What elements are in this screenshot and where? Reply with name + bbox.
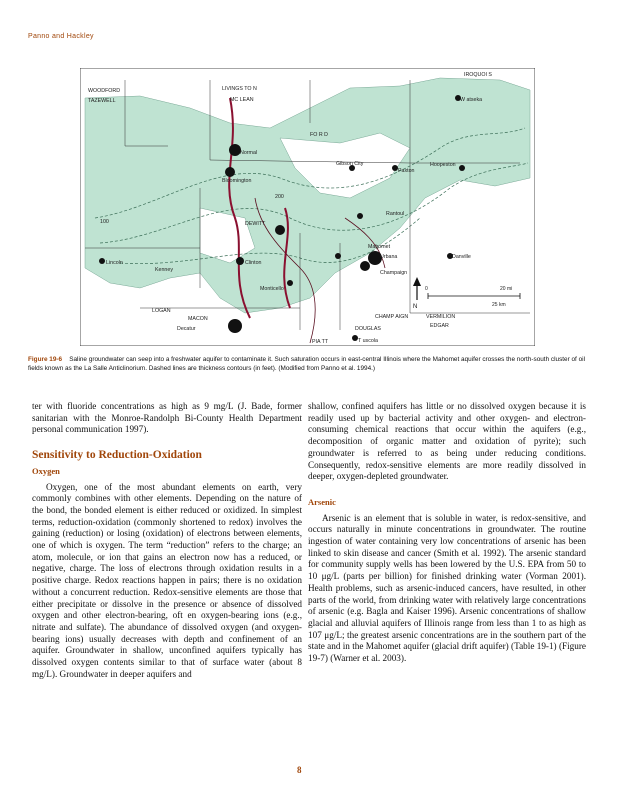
label-monticello: Monticello: [260, 286, 284, 292]
label-mahomet: Mahomet: [368, 244, 391, 250]
contour-label: 200: [275, 194, 284, 200]
label-mclean: MC LEAN: [230, 97, 254, 103]
label-vermilion: VERMILION: [426, 314, 456, 320]
arsenic-paragraph: Arsenic is an element that is soluble in water, is redox-sensitive, and occurs naturally in minute concentrations in groundwater. The routine ingestion of water containing very low concentrations of arsenic has been linked to skin disease and cancer (Smith et al. 1992). The arsenic standard for community supply wells has been lowered by the U.S. EPA from 50 to 10 μg/L (parts per billion) for finished drinking water (Vorman 2001). Health problems, such as arsenic-induced cancers, have resulted, in other parts of the world, from drinking water with relatively large concentrations of arsenic (e.g. Bagla and Kaiser 1996). Arsenic concentrations of shallow glacial and alluvial aquifers of Illinois range from less than 1 to as high as 107 μg/L; the greatest arsenic concentrations are in the southern part of the state and in the Mahomet aquifer (glacial drift aquifer) (Table 19-1) (Figure 19-7) (Warner et al. 2003).: [308, 512, 586, 664]
label-paxton: Paxton: [398, 168, 415, 174]
label-bloomington: Bloomington: [222, 178, 252, 184]
oxygen-paragraph: Oxygen, one of the most abundant elements on earth, very commonly combines with other elements. Depending on the nature of the bond, the bonded element is either reduced or oxidized. In simplest terms, reduction-oxidation (commonly shortened to redox) involves the gaining (reduction) or losing (oxidation) of electrons between elements, one of which is oxygen. The term “reduction” refers to the charge; an atom, molecule, or ion that gains an electron now has a reduced, or negative, charge. The loss of electrons through oxidation results in a positive charge. Redox reactions happen in pairs; there is no oxidation without a concurrent reduction. Redox-sensitive elements are those that either precipitate or dissolve in the presence or absence of dissolved oxygen and other electron-bearing, oft en oxygen-bearing ions (e.g., nitrate and sulfate). The abundance of dissolved oxygen (and oxygen-bearing ions) usually decreases with depth and confinement of an aquifer. Groundwater in shallow, unconfined aquifers typically has dissolved oxygen contents similar to that of surface water (about 8 mg/L). Groundwater in deeper aquifers and: [32, 481, 302, 679]
label-douglas: DOUGLAS: [355, 326, 381, 332]
label-livingston: LIVINGS TO N: [222, 86, 257, 92]
label-clinton: Clinton: [245, 260, 262, 266]
label-tazewell: TAZEWELL: [88, 98, 116, 104]
label-dewitt: DEWITT: [245, 221, 266, 227]
continued-paragraph-right: shallow, confined aquifers has little or no dissolved oxygen because it is readily used up by bacterial activity and other oxygen- and electron-consuming chemical reactions that occur within the aquifers (e.g., decomposition of organic matter and oxidation of pyrite); such groundwater is referred to as being under reducing conditions. Consequently, redox-sensitive elements are more readily dissolved in deeper, oxygen-depleted groundwater.: [308, 401, 586, 482]
north-label: N: [413, 304, 418, 310]
label-urbana: Urbana: [380, 254, 398, 260]
label-kenney: Kenney: [155, 267, 173, 273]
figure-label: Figure 19-6: [28, 356, 63, 363]
label-iroquois: IROQUOI S: [464, 72, 492, 78]
label-danville: Danville: [452, 254, 471, 260]
label-watseka: W atseka: [460, 97, 483, 103]
label-normal: Normal: [240, 150, 258, 156]
label-decatur: Decatur: [177, 326, 196, 332]
label-rantoul: Rantoul: [386, 211, 405, 217]
label-hoopeston: Hoopeston: [430, 162, 456, 168]
left-column: [32, 401, 302, 680]
label-woodford: WOODFORD: [88, 88, 121, 94]
label-champaign-county: CHAMP AIGN: [375, 314, 409, 320]
figure-caption: [28, 356, 588, 373]
label-tuscola: T uscola: [358, 338, 378, 344]
page-number: 8: [297, 765, 302, 775]
running-header: Panno and Hackley: [28, 33, 94, 40]
label-ford: FO R D: [310, 132, 328, 138]
subheading-arsenic: Arsenic: [308, 496, 336, 507]
scale-miles: 20 mi: [500, 286, 513, 292]
contour-label: 100: [100, 219, 109, 225]
label-logan: LOGAN: [152, 308, 171, 314]
right-column: [308, 401, 586, 665]
label-champaign: Champaign: [380, 270, 408, 276]
scale-zero: 0: [425, 286, 428, 292]
label-piatt: PIA TT: [312, 339, 329, 345]
figure-caption-text: Saline groundwater can seep into a freshwater aquifer to contaminate it. Such saturation occurs in east-central Illinois where the Mahomet aquifer crosses the north-south cluster of oil fields known as the La Salle Anticlinorium. Dashed lines are thickness contours (in feet). (Modified from Panno et al. 1994.): [28, 356, 586, 372]
subheading-oxygen: Oxygen: [32, 465, 60, 476]
aquifer-map: [80, 68, 535, 346]
label-gibson-city: Gibson City: [336, 161, 364, 167]
label-edgar: EDGAR: [430, 323, 449, 329]
label-lincoln: Lincoln: [106, 260, 123, 266]
section-heading: Sensitivity to Reduction-Oxidation: [32, 449, 202, 462]
label-macon: MACON: [188, 316, 208, 322]
scale-km: 25 km: [492, 302, 506, 308]
continued-paragraph: ter with fluoride concentrations as high as 9 mg/L (J. Bade, former sanitarian with the Monroe-Randolph Bi-County Health Department personal communication 1997).: [32, 401, 302, 435]
